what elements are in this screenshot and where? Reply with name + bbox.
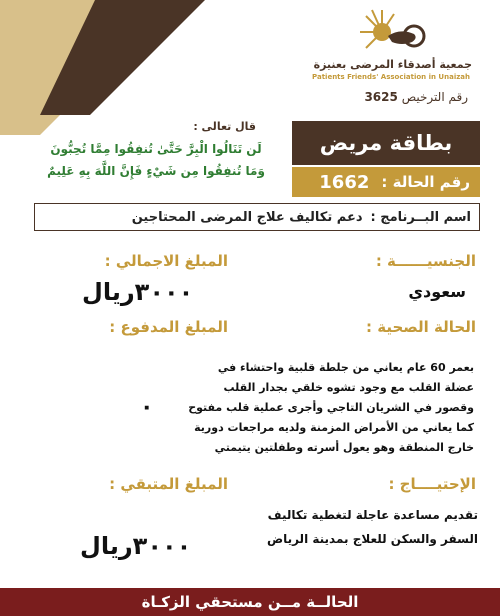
case-number-box: [292, 167, 480, 197]
remaining-label: المبلغ المتبقي :: [109, 475, 228, 493]
need-line: تقديم مساعدة عاجلة لتغطية تكاليف: [267, 508, 478, 522]
paid-label: المبلغ المدفوع :: [109, 318, 228, 336]
org-name-ar: جمعية أصدقاء المرضى بعنيزة: [313, 58, 472, 71]
verse-line-2: وَمَا تُنفِقُوا مِن شَيْءٍ فَإِنَّ اللَّهَ بِهِ عَلِيمٌ: [47, 164, 265, 178]
verse-line-1: لَن تَنَالُوا الْبِرَّ حَتَّىٰ تُنفِقُوا مِمَّا تُحِبُّونَ: [50, 142, 262, 156]
program-value: دعم تكاليف علاج المرضى المحتاجين: [131, 209, 363, 225]
need-line: السفر والسكن للعلاج بمدينة الرياض: [266, 532, 478, 546]
need-description: [238, 503, 478, 551]
remaining-value: ٣٠٠٠ريال: [80, 532, 192, 560]
footer-bar: [0, 588, 500, 616]
corner-decoration: [0, 0, 230, 135]
health-description: [188, 358, 474, 458]
case-number: 1662: [319, 171, 370, 193]
total-label: المبلغ الاجمالي :: [104, 252, 228, 270]
health-line: عضلة القلب مع وجود تشوه خلقي بجدار القلب: [223, 381, 474, 394]
nationality-label: الجنسيــــــة :: [375, 252, 476, 270]
case-label: رقم الحالة :: [381, 173, 470, 191]
org-name-en: Patients Friends' Association in Unaizah: [312, 73, 470, 81]
health-line: خارج المنطقة وهو يعول أسرته وطفلتين يتيمتي: [214, 441, 474, 454]
license-label: رقم الترخيص: [401, 90, 468, 104]
footer-text: الحالــة مــن مستحقي الزكـاة: [141, 593, 359, 611]
license: [364, 90, 468, 104]
license-number: 3625: [364, 90, 398, 104]
need-label: الإحتيــــاج :: [388, 475, 476, 493]
health-line: كما يعاني من الأمراض المزمنة ولديه مراجعات دورية: [194, 421, 474, 434]
logo: [352, 6, 427, 58]
card-title: بطاقة مريض: [319, 131, 453, 155]
paid-value: ٠: [140, 395, 154, 420]
health-label: الحالة الصحية :: [366, 318, 476, 336]
program-box: [34, 203, 480, 231]
nationality-value: سعودي: [408, 282, 466, 301]
handshake-sun-icon: [352, 6, 427, 58]
health-line: وقصور في الشريان التاجي وأجرى عملية قلب مفتوح: [188, 401, 474, 414]
verse-intro: قال تعالى :: [193, 120, 256, 133]
card-title-box: [292, 121, 480, 165]
program-label: اسم البــرنامج :: [370, 209, 471, 225]
total-value: ٣٠٠٠ريال: [82, 278, 194, 306]
health-line: بعمر 60 عام يعاني من جلطة قلبية واحتشاء في: [217, 361, 474, 374]
